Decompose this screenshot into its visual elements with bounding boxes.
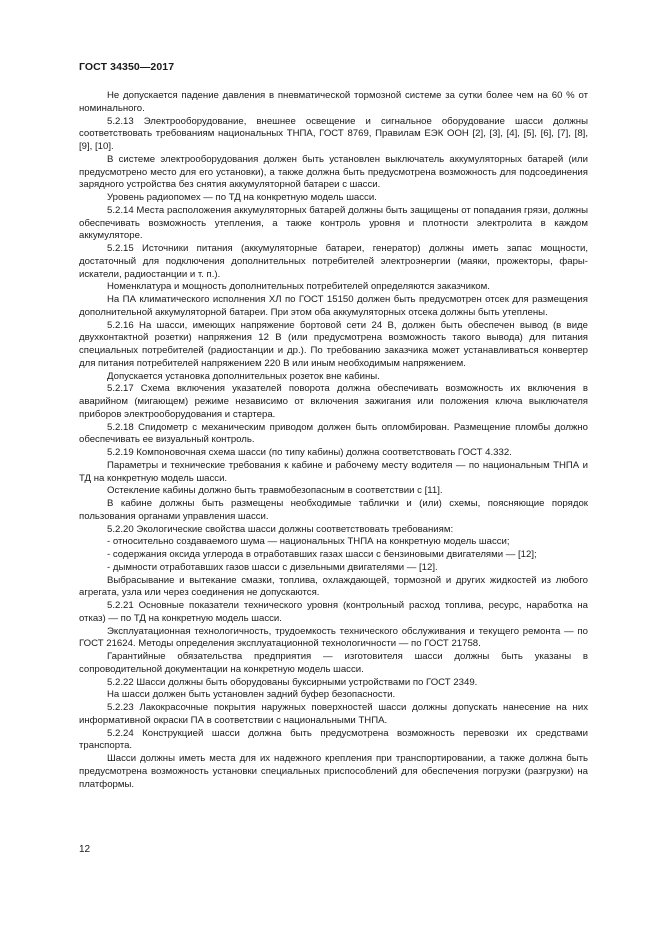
paragraph: 5.2.23 Лакокрасочные покрытия наружных поверхностей шасси должны допускать нанесение на них информативной окраски ПА в соответствии с национальными ТНПА. [79, 702, 588, 726]
paragraph: 5.2.16 На шасси, имеющих напряжение бортовой сети 24 В, должен быть обеспечен вывод (в виде двухконтактной розетки) напряжения 12 В (или предусмотрена возможность такого вывода) для питания специальных потребителей (радиостанции и др.). По требованию заказчика может устанавливаться конвертер для питания потребителей напряжением 220 В или иным необходимым напряжением. [79, 319, 588, 369]
paragraph: В кабине должны быть размещены необходимые таблички и (или) схемы, поясняющие порядок пользования органами управления шасси. [79, 498, 588, 522]
page-number: 12 [79, 844, 91, 855]
paragraph: В системе электрооборудования должен быть установлен выключатель аккумуляторных батарей (или предусмотрено место для его установки), а также должна быть предусмотрена возможность для подсоединения зарядного устройства без снятия аккумуляторной батареи с шасси. [79, 153, 588, 191]
paragraph: Допускается установка дополнительных розеток вне кабины. [107, 370, 380, 382]
paragraph: На шасси должен быть установлен задний буфер безопасности. [107, 689, 396, 701]
paragraph: 5.2.20 Экологические свойства шасси должны соответствовать требованиям: [107, 523, 454, 535]
paragraph: Параметры и технические требования к кабине и рабочему месту водителя — по национальным ТНПА и ТД на конкретную модель шасси. [79, 459, 588, 484]
document-header: ГОСТ 34350—2017 [79, 61, 175, 73]
list-item: - относительно создаваемого шума — национальных ТНПА на конкретную модель шасси; [107, 536, 510, 548]
paragraph: Уровень радиопомех — по ТД на конкретную модель шасси. [107, 192, 377, 203]
paragraph: 5.2.19 Компоновочная схема шасси (по типу кабины) должна соответствовать ГОСТ 4.332. [107, 447, 512, 458]
paragraph: 5.2.21 Основные показатели технического уровня (контрольный расход топлива, ресурс, наработка на отказ) — по ТД на конкретную модель шасси. [79, 600, 588, 624]
paragraph: 5.2.22 Шасси должны быть оборудованы буксирными устройствами по ГОСТ 2349. [107, 676, 478, 688]
paragraph: Выбрасывание и вытекание смазки, топлива, охлаждающей, тормозной и других жидкостей из любого агрегата, узла или через соединения не допускаются. [79, 574, 588, 599]
paragraph: Эксплуатационная технологичность, трудоемкость технического обслуживания и текущего ремонта — по ГОСТ 21624. Методы определения эксплуатационной технологичности — по ГОСТ 21758. [79, 625, 588, 650]
paragraph: 5.2.17 Схема включения указателей поворота должна обеспечивать возможность их включения в аварийном (мигающем) режиме независимо от включения зажигания или положения ключа выключателя приборов электрооборудования и стартера. [79, 383, 588, 420]
paragraph: Шасси должны иметь места для их надежного крепления при транспортировании, а также должна быть предусмотрена возможность установки специальных приспособлений для обеспечения погрузки (разгрузки) на платформы. [79, 753, 588, 790]
paragraph: 5.2.15 Источники питания (аккумуляторные батареи, генератор) должны иметь запас мощности, достаточный для подключения дополнительных потребителей электроэнергии (маяки, прожекторы, фары-искатели, радиостанции и т. п.). [79, 243, 588, 280]
paragraph: 5.2.24 Конструкцией шасси должна быть предусмотрена возможность перевозки их средствами транспорта. [79, 727, 588, 752]
paragraph: Гарантийные обязательства предприятия — изготовителя шасси должны быть указаны в сопроводительной документации на конкретную модель шасси. [79, 651, 588, 675]
paragraph: 5.2.13 Электрооборудование, внешнее освещение и сигнальное оборудование шасси должны соответствовать требованиям национальных ТНПА, ГОСТ 8769, Правилам ЕЭК ООН [2], [3], [4], [5], [6], [7], [8], [9], [10]. [79, 115, 588, 152]
document-body [79, 90, 588, 791]
paragraph: 5.2.18 Спидометр с механическим приводом должен быть опломбирован. Размещение пломбы должно обеспечивать ее визуальный контроль. [79, 421, 588, 446]
paragraph: Остекление кабины должно быть травмобезопасным в соответствии с [11]. [107, 485, 443, 497]
paragraph: Не допускается падение давления в пневматической тормозной системе за сутки более чем на 60 % от номинального. [79, 90, 588, 114]
paragraph: 5.2.14 Места расположения аккумуляторных батарей должны быть защищены от попадания грязи, должны обеспечивать возможность утепления, а также контроль уровня и плотности электролита в каждом аккумуляторе. [79, 204, 588, 242]
list-item: - содержания оксида углерода в отработавших газах шасси с бензиновыми двигателями — [12]; [107, 549, 537, 560]
list-item: - дымности отработавших газов шасси с дизельными двигателями — [12]. [107, 561, 438, 573]
paragraph: Номенклатура и мощность дополнительных потребителей определяются заказчиком. [107, 281, 490, 293]
paragraph: На ПА климатического исполнения ХЛ по ГОСТ 15150 должен быть предусмотрен отсек для размещения дополнительной аккумуляторной батареи. При этом оба аккумуляторных отсека должны быть утеплены. [79, 294, 588, 318]
